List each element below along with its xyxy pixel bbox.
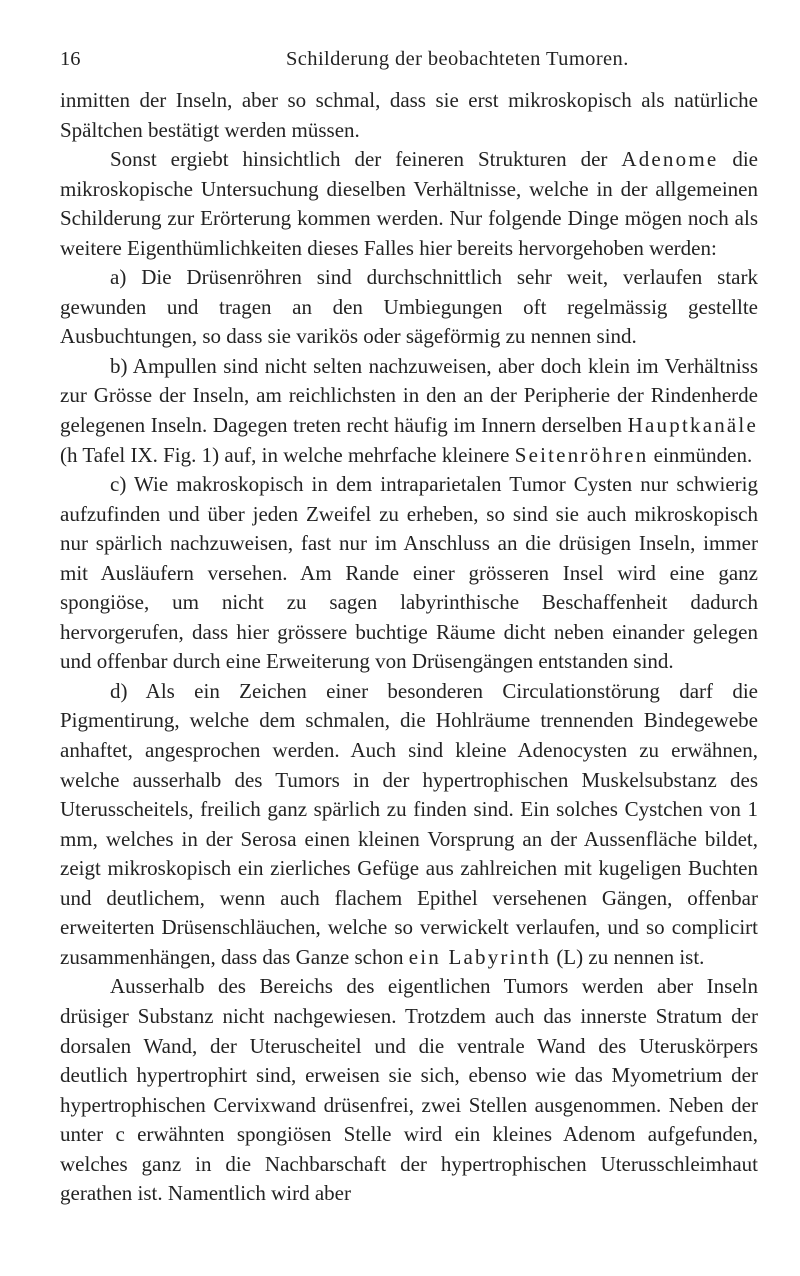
paragraph-text: inmitten der Inseln, aber so schmal, dass sie erst mikroskopisch als natürliche Spältchen bestätigt werden müssen. <box>60 88 758 142</box>
paragraph-text: (L) zu nennen ist. <box>551 944 705 969</box>
paragraph-text: Ausserhalb des Bereichs des eigentlichen Tumors werden aber Inseln drüsiger Substanz nicht nachgewiesen. Trotzdem auch das innerste Stratum der dorsalen Wand, der Uteruscheitel und die ventrale Wand des Uteruskörpers deutlich hypertrophirt sind, erweisen sie sich, ebenso wie das Myometrium der hypertrophischen Cervixwand drüsenfrei, zwei Stellen ausgenommen. Neben der unter c erwähnten spongiösen Stelle wird ein kleines Adenom aufgefunden, welches ganz in die Nachbarschaft der hypertrophischen Uterusschleimhaut gerathen ist. Namentlich wird aber <box>60 974 758 1206</box>
spaced-emphasis-text: Hauptkanäle <box>627 413 758 438</box>
paragraph-text: a) Die Drüsenröhren sind durchschnittlich sehr weit, verlaufen stark gewunden und tragen an den Umbiegungen oft regelmässig gestellte Ausbuchtungen, so dass sie varikös oder sägeförmig zu nennen sind. <box>60 265 758 349</box>
paragraph <box>60 972 758 1208</box>
paragraph-text: b) Ampullen sind nicht selten nachzuweisen, aber doch klein im Verhältniss zur Grösse der Inseln, am reichlichsten in den an der Peripherie der Rindenherde gelegenen Inseln. Dagegen treten recht häufig im Innern derselben <box>60 353 758 438</box>
paragraph-text: die mikroskopische Untersuchung dieselben Verhältnisse, welche in der allgemeinen Schilderung zur Erörterung kommen werden. Nur folgende Dinge mögen noch als weitere Eigenthümlichkeiten dieses Falles hier bereits hervorgehoben werden: <box>60 147 758 260</box>
paragraph <box>60 677 758 972</box>
paragraph <box>60 145 758 263</box>
spaced-emphasis-text: ein Labyrinth <box>408 944 552 969</box>
paragraph <box>60 470 758 677</box>
paragraph-text: d) Als ein Zeichen einer besonderen Circulationstörung darf die Pigmentirung, welche dem schmalen, die Hohlräume trennenden Bindegewebe anhaftet, angesprochen werden. Auch sind kleine Adenocysten zu erwähnen, welche ausserhalb des Tumors in der hypertrophischen Muskelsubstanz des Uterusscheitels, freilich ganz spärlich zu finden sind. Ein solches Cystchen von 1 mm, welches in der Serosa einen kleinen Vorsprung an der Aussenfläche bildet, zeigt mikroskopisch ein zierliches Gefüge aus zahlreichen mit kugeligen Buchten und deutlichem, wenn auch flachem Epithel versehenen Gängen, offenbar erweiterten Drüsenschläuchen, welche so verwickelt verlaufen, und so complicirt zusammenhängen, dass das Ganze schon <box>60 678 758 969</box>
paragraph-text: c) Wie makroskopisch in dem intraparietalen Tumor Cysten nur schwierig aufzufinden und über jeden Zweifel zu erheben, so sind sie auch mikroskopisch nur spärlich nachzuweisen, fast nur im Anschluss an die drüsigen Inseln, immer mit Ausläufern versehen. Am Rande einer grösseren Insel wird eine ganz spongiöse, um nicht zu sagen labyrinthische Beschaffenheit dadurch hervorgerufen, dass hier grössere buchtige Räume dicht neben einander gelegen und offenbar durch eine Erweiterung von Drüsengängen entstanden sind. <box>60 472 758 674</box>
spaced-emphasis-text: Adenome <box>621 147 719 172</box>
page-number: 16 <box>60 48 81 70</box>
paragraph <box>60 352 758 470</box>
paragraph <box>60 86 758 145</box>
spaced-emphasis-text: Seitenröhren <box>514 442 649 467</box>
paragraph-text: (h Tafel IX. Fig. 1) auf, in welche mehrfache kleinere <box>60 442 515 467</box>
paragraph-text: Sonst ergiebt hinsichtlich der feineren Strukturen der <box>110 147 622 172</box>
body-text <box>60 86 758 1209</box>
paragraph <box>60 263 758 352</box>
running-title: Schilderung der beobachteten Tumoren. <box>286 48 629 70</box>
running-head <box>60 44 758 74</box>
paragraph-text: einmünden. <box>648 442 753 467</box>
